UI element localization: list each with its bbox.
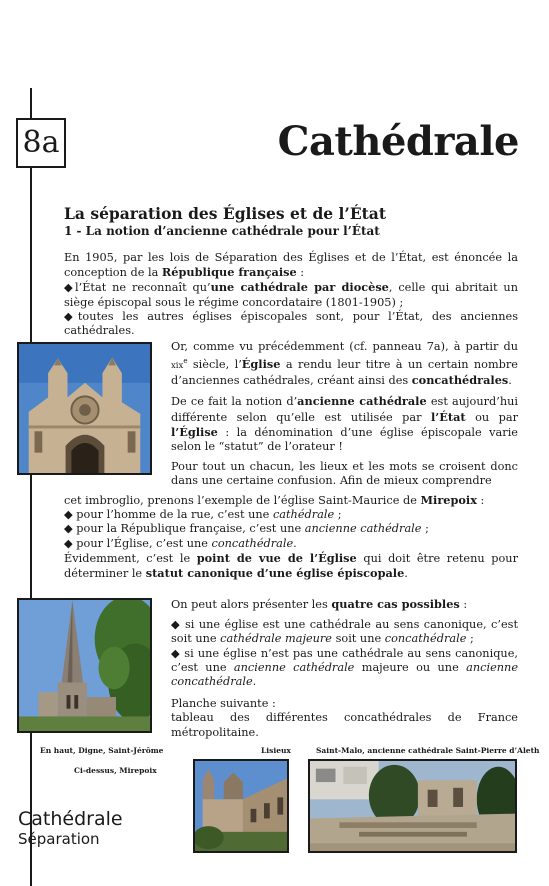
next-plate-text: tableau des différentes concathédrales de France métropolitaine. [171,711,518,739]
bullet-icon: ◆ [64,309,78,323]
page-title: Cathédrale [277,118,519,165]
footer-title: Cathédrale [18,808,123,830]
bullet-icon: ◆ [64,508,73,522]
cases-lead: On peut alors présenter les quatre cas possibles : [171,597,468,611]
photo-lisieux-cathedral [193,759,289,853]
intro-bullet-1: ◆l’État ne reconnaît qu’une cathédrale par diocèse, celle qui abritait un siège épiscopal sous le régime concordataire (1801-1905) ; [64,280,518,309]
caption-mirepoix: Ci-dessus, Mirepoix [74,766,157,775]
cases-bullet-1: ◆ si une église est une cathédrale au sens canonique, c’est soit une cathédrale majeure soit une concathédrale ; [171,618,518,646]
intro-paragraph: En 1905, par les lois de Séparation des Églises et de l’État, est énoncée la conception de la République française : [64,251,518,280]
example-bullet-2: ◆ pour la République française, c’est une ancienne cathédrale ; [64,522,429,536]
intro-block [64,251,518,338]
middle-paragraph-2: De ce fait la notion d’ancienne cathédrale est aujourd’hui différente selon qu’elle est utilisée par l’État ou par l’Église : la dénomination d’une église épiscopale varie selon le “statut” de l’orateur ! [171,394,519,453]
caption-lisieux: Lisieux [261,746,291,755]
cases-block [171,597,518,740]
panel-number: 8a [16,118,66,168]
middle-paragraph-3: Pour tout un chacun, les lieux et les mots se croisent donc dans une certaine confusion. Afin de mieux comprendre [171,460,518,488]
example-bullet-1: ◆ pour l’homme de la rue, c’est une cathédrale ; [64,508,342,522]
next-plate-title: Planche suivante : [171,697,276,711]
photo-digne-cathedral [17,342,152,475]
intro-bullet-2: ◆toutes les autres églises épiscopales sont, pour l’État, des anciennes cathédrales. [64,309,518,338]
example-conclusion: Évidemment, c’est le point de vue de l’Église qui doit être retenu pour déterminer le statut canonique d’une église épiscopale. [64,550,518,581]
section-subheading: 1 - La notion d’ancienne cathédrale pour l’État [64,224,380,238]
caption-digne: En haut, Digne, Saint-Jérôme [40,746,164,755]
photo-mirepoix-cathedral [17,598,152,733]
vertical-rule [30,88,32,886]
photo-saint-malo-ruins [308,759,517,853]
section-heading: La séparation des Églises et de l’État [64,204,387,223]
bullet-icon: ◆ [171,646,181,660]
caption-saint-malo: Saint-Malo, ancienne cathédrale Saint-Pierre d’Aleth [316,746,540,755]
bullet-icon: ◆ [64,536,73,550]
middle-block [171,340,518,489]
bullet-icon: ◆ [64,522,73,536]
bullet-icon: ◆ [171,618,181,632]
bullet-icon: ◆ [64,281,75,295]
example-lead: cet imbroglio, prenons l’exemple de l’église Saint-Maurice de Mirepoix : [64,493,485,507]
cases-bullet-2: ◆ si une église n’est pas une cathédrale au sens canonique, c’est une ancienne cathédrale majeure ou une ancienne concathédrale. [171,646,518,689]
middle-paragraph-1: Or, comme vu précédemment (cf. panneau 7a), à partir du xix$^e$ siècle, l’Église a rendu leur titre à un certain nombre d’anciennes cathédrales, créant ainsi des concathédrales. [171,340,518,388]
footer-subtitle: Séparation [18,830,100,848]
example-block [64,493,518,581]
example-bullet-3: ◆ pour l’Église, c’est une concathédrale. [64,536,297,550]
